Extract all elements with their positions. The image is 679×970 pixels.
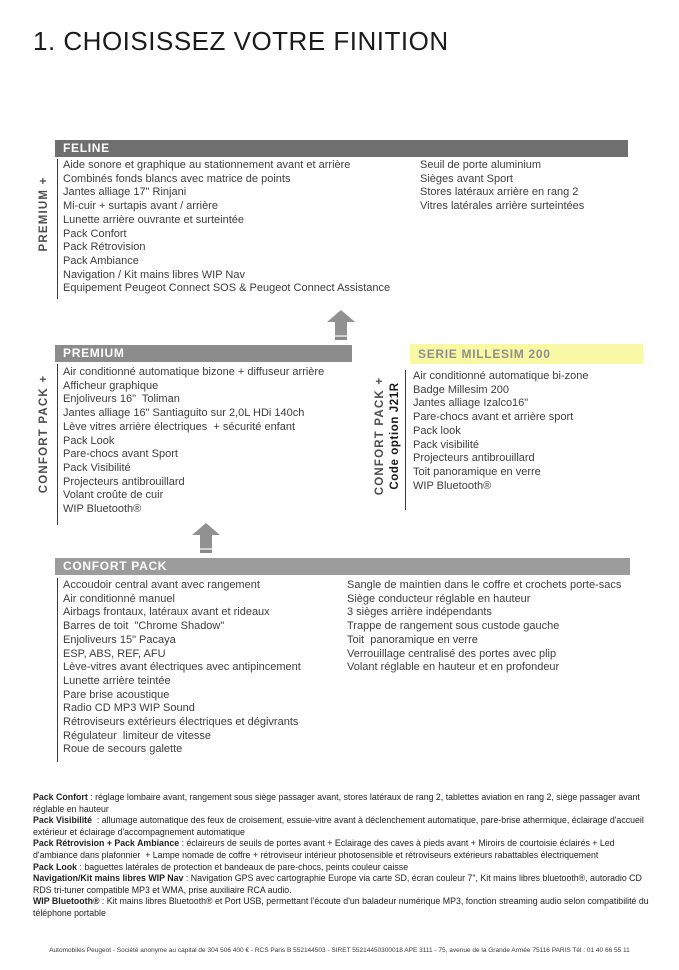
list-item: Jantes alliage 16" Santiaguito sur 2,0L HDi 140ch [63, 407, 305, 420]
up-arrow-icon [327, 310, 355, 340]
list-item: Trappe de rangement sous custode gauche [347, 620, 560, 633]
list-item: Toit panoramique en verre [413, 465, 541, 478]
confort-left-rule [57, 578, 58, 762]
millesim-header-bar [410, 344, 643, 364]
list-item: Pack Visibilité [63, 461, 131, 474]
feline-header-bar [55, 140, 628, 157]
vertical-label-premium-plus: PREMIUM + [38, 176, 50, 252]
list-item: Toit panoramique en verre [347, 633, 478, 646]
list-item: Radio CD MP3 WIP Sound [63, 702, 195, 715]
list-item: Stores latéraux arrière en rang 2 [420, 186, 579, 199]
list-item: Roue de secours galette [63, 743, 183, 756]
confort-title: CONFORT PACK [63, 559, 168, 573]
premium-title: PREMIUM [63, 346, 125, 360]
list-item: Accoudoir central avant avec rangement [63, 579, 260, 591]
list-item: Pack Confort [63, 227, 127, 240]
list-item: Pack Rétrovision [63, 241, 146, 254]
footnote-lead: Pack Visibilité [33, 815, 93, 826]
list-item: Pare-chocs avant et arrière sport [413, 411, 574, 424]
list-item: Lève vitres arrière électriques + sécurité enfant [63, 420, 296, 433]
millesim-left-rule [405, 370, 406, 510]
premium-header-bar [55, 345, 352, 362]
list-item: Aide sonore et graphique au stationnement avant et arrière [63, 159, 351, 171]
feline-left-rule [57, 159, 58, 299]
footnote [33, 792, 651, 815]
list-item: Navigation / Kit mains libres WIP Nav [63, 268, 245, 281]
list-item: Enjoliveurs 16" Toliman [63, 393, 180, 406]
confort-header-bar [55, 558, 630, 575]
list-item: Pack Look [63, 434, 115, 447]
list-item: Combinés fonds blancs avec matrice de points [63, 172, 291, 185]
list-item: Vitres latérales arrière surteintées [420, 200, 585, 213]
footnote [33, 815, 651, 838]
confort-list-right [347, 579, 657, 675]
list-item: Verrouillage centralisé des portes avec plip [347, 647, 557, 660]
list-item: Projecteurs antibrouillard [63, 475, 185, 488]
list-item: Sièges avant Sport [420, 172, 513, 185]
feline-title: FELINE [63, 141, 110, 155]
list-item: WIP Bluetooth® [413, 479, 492, 492]
vertical-label-confort-pack-plus: CONFORT PACK + [38, 374, 50, 494]
footnotes [33, 792, 651, 920]
list-item: Lunette arrière ouvrante et surteintée [63, 213, 245, 226]
list-item: 3 sièges arrière indépendants [347, 606, 492, 619]
premium-left-rule [57, 364, 58, 525]
millesim-title: SERIE MILLESIM 200 [418, 347, 551, 361]
list-item: Air conditionné manuel [63, 592, 175, 605]
vertical-label-code-option: Code option J21R [389, 382, 401, 490]
list-item: Seuil de porte aluminium [420, 159, 542, 171]
list-item: Pare-chocs avant Sport [63, 448, 178, 461]
list-item: Pare brise acoustique [63, 688, 170, 701]
list-item: Sangle de maintien dans le coffre et crochets porte-sacs [347, 579, 622, 591]
footnote-text: : Kit mains libres Bluetooth® et Port USB, permettant l'écoute d'un baladeur numérique MP3, fonction streaming audio selon compatibilité du téléphone portable [33, 896, 652, 918]
footnote-lead: Navigation/Kit mains libres WIP Nav [33, 873, 184, 884]
footnote-lead: WIP Bluetooth® [33, 896, 100, 907]
list-item: Airbags frontaux, latéraux avant et rideaux [63, 606, 270, 619]
millesim-list [413, 370, 643, 493]
list-item: Volant croûte de cuir [63, 489, 164, 502]
list-item: Enjoliveurs 15" Pacaya [63, 633, 176, 646]
footnote [33, 838, 651, 861]
list-item: WIP Bluetooth® [63, 503, 142, 516]
footnote-text: : Navigation GPS avec cartographie Europe via carte SD, écran couleur 7", Kit mains libres bluetooth®, autoradio CD RDS tri-tuner compatible MP3 et WMA, prise auxiliaire RCA audio. [33, 873, 645, 895]
list-item: Lève-vitres avant électriques avec antipincement [63, 661, 301, 674]
footnote [33, 873, 651, 896]
list-item: Siège conducteur réglable en hauteur [347, 592, 531, 605]
legal-footer: Automobiles Peugeot - Société anonyme au capital de 304 506 400 € - RCS Paris B 552144503 - SIRET 55214450300018 APE 3111 - 75, avenue de la Grande Armée 75116 PARIS Tél : 01 40 66 55 11 [49, 947, 630, 954]
footnote-text: : réglage lombaire avant, rangement sous siège passager avant, stores latéraux de rang 2, tablettes aviation en rang 2, siège passager avant réglable en hauteur [33, 792, 643, 814]
list-item: Afficheur graphique [63, 379, 159, 392]
premium-list [63, 366, 363, 517]
list-item: Régulateur limiteur de vitesse [63, 729, 211, 742]
list-item: Pack visibilité [413, 438, 480, 451]
list-item: Pack look [413, 424, 461, 437]
list-item: Mi-cuir + surtapis avant / arrière [63, 200, 218, 213]
list-item: Volant réglable en hauteur et en profondeur [347, 661, 560, 674]
list-item: Projecteurs antibrouillard [413, 452, 535, 465]
list-item: ESP, ABS, REF, AFU [63, 647, 166, 660]
vertical-label-confort-pack-plus-2: CONFORT PACK + [374, 376, 386, 496]
footnote-text: : éclaireurs de seuils de portes avant + Eclairage des caves à pieds avant + Miroirs de courtoisie éclairés + Led d'ambiance dans plafonnier + Lampe nomade de coffre + rétroviseur intérieur photosensible et rétroviseurs extérieurs rabattables électriquement [33, 838, 618, 860]
list-item: Pack Ambiance [63, 254, 139, 267]
feline-list-left [63, 159, 415, 296]
list-item: Lunette arrière teintée [63, 674, 171, 687]
list-item: Jantes alliage Izalco16" [413, 397, 529, 410]
confort-list-left [63, 579, 343, 757]
list-item: Equipement Peugeot Connect SOS & Peugeot Connect Assistance [63, 282, 391, 295]
list-item: Jantes alliage 17" Rinjani [63, 186, 187, 199]
list-item: Rétroviseurs extérieurs électriques et dégivrants [63, 716, 299, 729]
list-item: Barres de toit "Chrome Shadow" [63, 620, 225, 633]
footnote-text: : allumage automatique des feux de croisement, essuie-vitre avant à déclenchement automatique, pare-brise athermique, éclairage d'accueil extérieur et éclairage d'accompagnement automatique [33, 815, 647, 837]
feline-list-right [420, 159, 650, 214]
footnote-text: : baguettes latérales de protection et bandeaux de pare-chocs, peints couleur caisse [77, 861, 409, 872]
list-item: Badge Millesim 200 [413, 383, 509, 396]
list-item: Air conditionné automatique bizone + diffuseur arrière [63, 366, 325, 378]
list-item: Air conditionné automatique bi-zone [413, 370, 589, 382]
footnote [33, 896, 651, 919]
up-arrow-icon [192, 523, 220, 553]
footnote-lead: Pack Confort [33, 792, 88, 802]
footnote [33, 862, 651, 874]
footnote-lead: Pack Look [33, 861, 78, 872]
page-title: 1. CHOISISSEZ VOTRE FINITION [33, 26, 449, 56]
footnote-lead: Pack Rétrovision + Pack Ambiance [33, 838, 180, 849]
